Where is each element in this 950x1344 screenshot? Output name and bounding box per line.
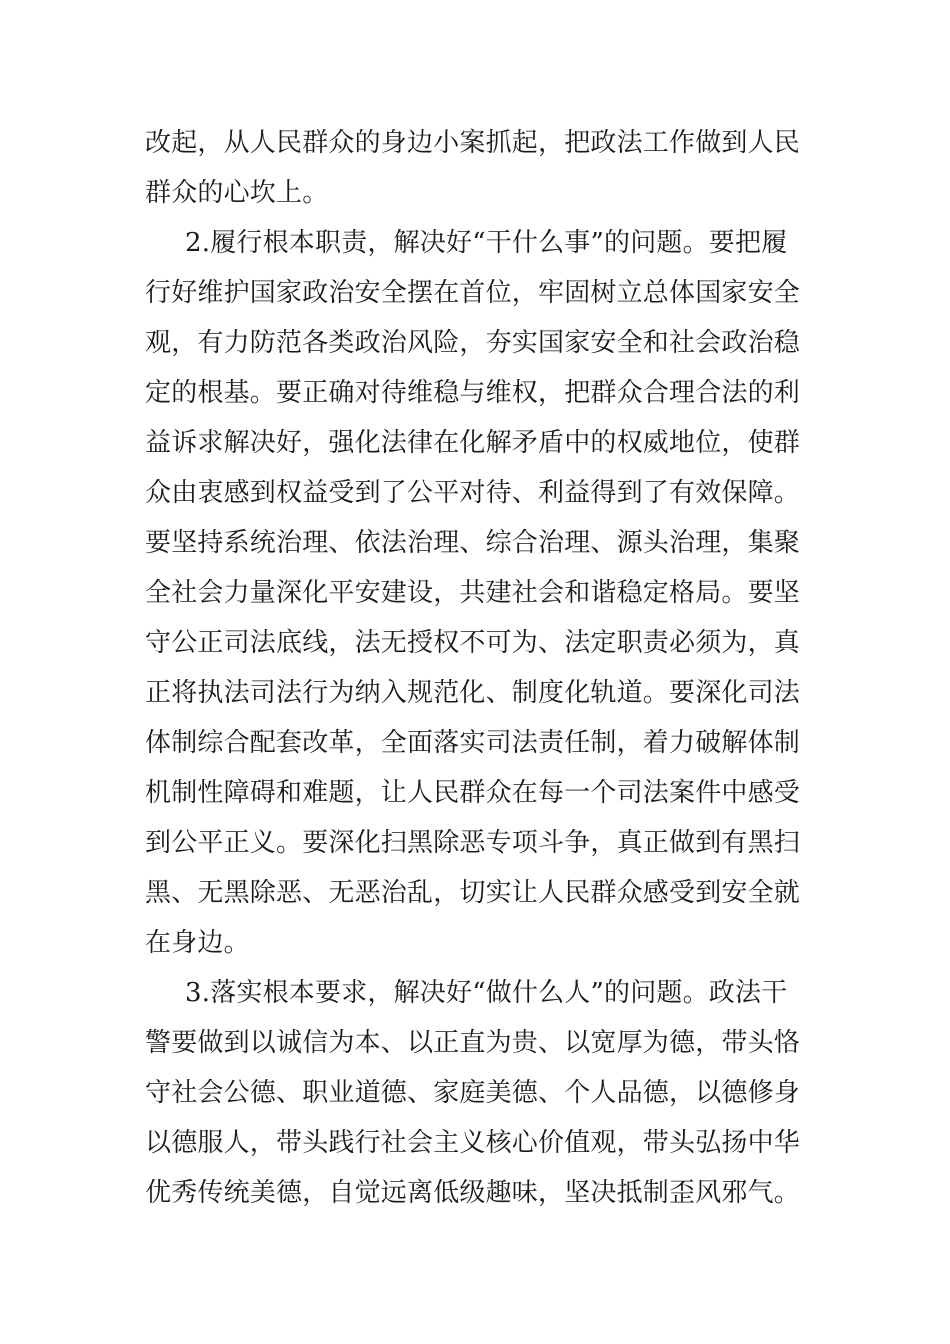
paragraph-3-line-2: 警要做到以诚信为本、以正直为贵、以宽厚为德，带头恪 bbox=[145, 1028, 801, 1058]
paragraph-3-line-5: 优秀传统美德，自觉远离低级趣味，坚决抵制歪风邪气。 bbox=[145, 1178, 801, 1208]
paragraph-2-line-12: 机制性障碍和难题，让人民群众在每一个司法案件中感受 bbox=[145, 778, 801, 808]
paragraph-2-line-8: 全社会力量深化平安建设，共建社会和谐稳定格局。要坚 bbox=[145, 578, 801, 608]
paragraph-2-line-5: 益诉求解决好，强化法律在化解矛盾中的权威地位，使群 bbox=[145, 428, 801, 458]
paragraph-2-line-2: 行好维护国家政治安全摆在首位，牢固树立总体国家安全 bbox=[145, 278, 801, 308]
paragraph-2-line-13: 到公平正义。要深化扫黑除恶专项斗争，真正做到有黑扫 bbox=[145, 828, 801, 858]
paragraph-1-line-1: 改起，从人民群众的身边小案抓起，把政法工作做到人民 bbox=[145, 128, 801, 158]
document-body bbox=[145, 118, 810, 1218]
paragraph-2-line-4: 定的根基。要正确对待维稳与维权，把群众合理合法的利 bbox=[145, 378, 801, 408]
paragraph-2-line-1: 2.履行根本职责，解决好“干什么事”的问题。要把履 bbox=[185, 228, 788, 258]
paragraph-3-line-4: 以德服人，带头践行社会主义核心价值观，带头弘扬中华 bbox=[145, 1128, 801, 1158]
paragraph-2-line-3: 观，有力防范各类政治风险，夯实国家安全和社会政治稳 bbox=[145, 328, 801, 358]
paragraph-2-line-10: 正将执法司法行为纳入规范化、制度化轨道。要深化司法 bbox=[145, 678, 801, 708]
paragraph-2-line-15: 在身边。 bbox=[145, 928, 250, 958]
paragraph-3-line-1: 3.落实根本要求，解决好“做什么人”的问题。政法干 bbox=[185, 978, 788, 1008]
paragraph-1-line-2: 群众的心坎上。 bbox=[145, 178, 329, 208]
paragraph-2-line-6: 众由衷感到权益受到了公平对待、利益得到了有效保障。 bbox=[145, 478, 801, 508]
paragraph-3-line-3: 守社会公德、职业道德、家庭美德、个人品德，以德修身 bbox=[145, 1078, 801, 1108]
paragraph-2-line-9: 守公正司法底线，法无授权不可为、法定职责必须为，真 bbox=[145, 628, 801, 658]
paragraph-2-line-14: 黑、无黑除恶、无恶治乱，切实让人民群众感受到安全就 bbox=[145, 878, 801, 908]
paragraph-2-line-11: 体制综合配套改革，全面落实司法责任制，着力破解体制 bbox=[145, 728, 801, 758]
paragraph-2-line-7: 要坚持系统治理、依法治理、综合治理、源头治理，集聚 bbox=[145, 528, 801, 558]
